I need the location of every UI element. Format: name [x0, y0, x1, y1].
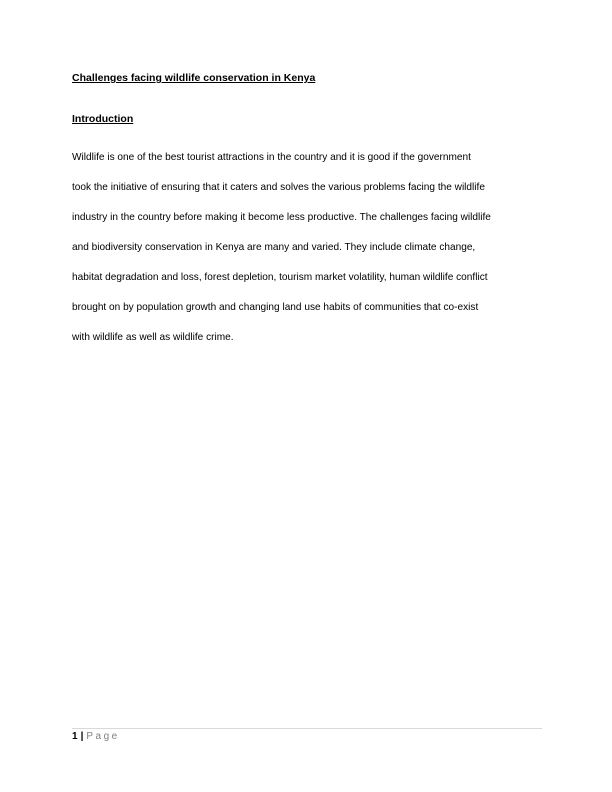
paragraph-line: took the initiative of ensuring that it caters and solves the various problems facing the wildlife	[72, 182, 485, 193]
paragraph-line: with wildlife as well as wildlife crime.	[72, 332, 234, 343]
footer-divider	[72, 728, 542, 729]
page-number: 1	[72, 731, 78, 742]
paragraph-line: Wildlife is one of the best tourist attractions in the country and it is good if the government	[72, 152, 471, 163]
introduction-paragraph	[72, 148, 542, 358]
paragraph-line: industry in the country before making it become less productive. The challenges facing wildlife	[72, 212, 491, 223]
paragraph-line: brought on by population growth and changing land use habits of communities that co-exist	[72, 302, 479, 313]
section-heading-introduction: Introduction	[72, 113, 134, 125]
footer-separator: |	[80, 731, 84, 742]
page-label: Page	[86, 731, 120, 742]
document-title: Challenges facing wildlife conservation in Kenya	[72, 72, 316, 84]
paragraph-line: and biodiversity conservation in Kenya are many and varied. They include climate change,	[72, 242, 476, 253]
paragraph-line: habitat degradation and loss, forest depletion, tourism market volatility, human wildlife conflict	[72, 272, 488, 283]
page-footer	[72, 731, 120, 742]
